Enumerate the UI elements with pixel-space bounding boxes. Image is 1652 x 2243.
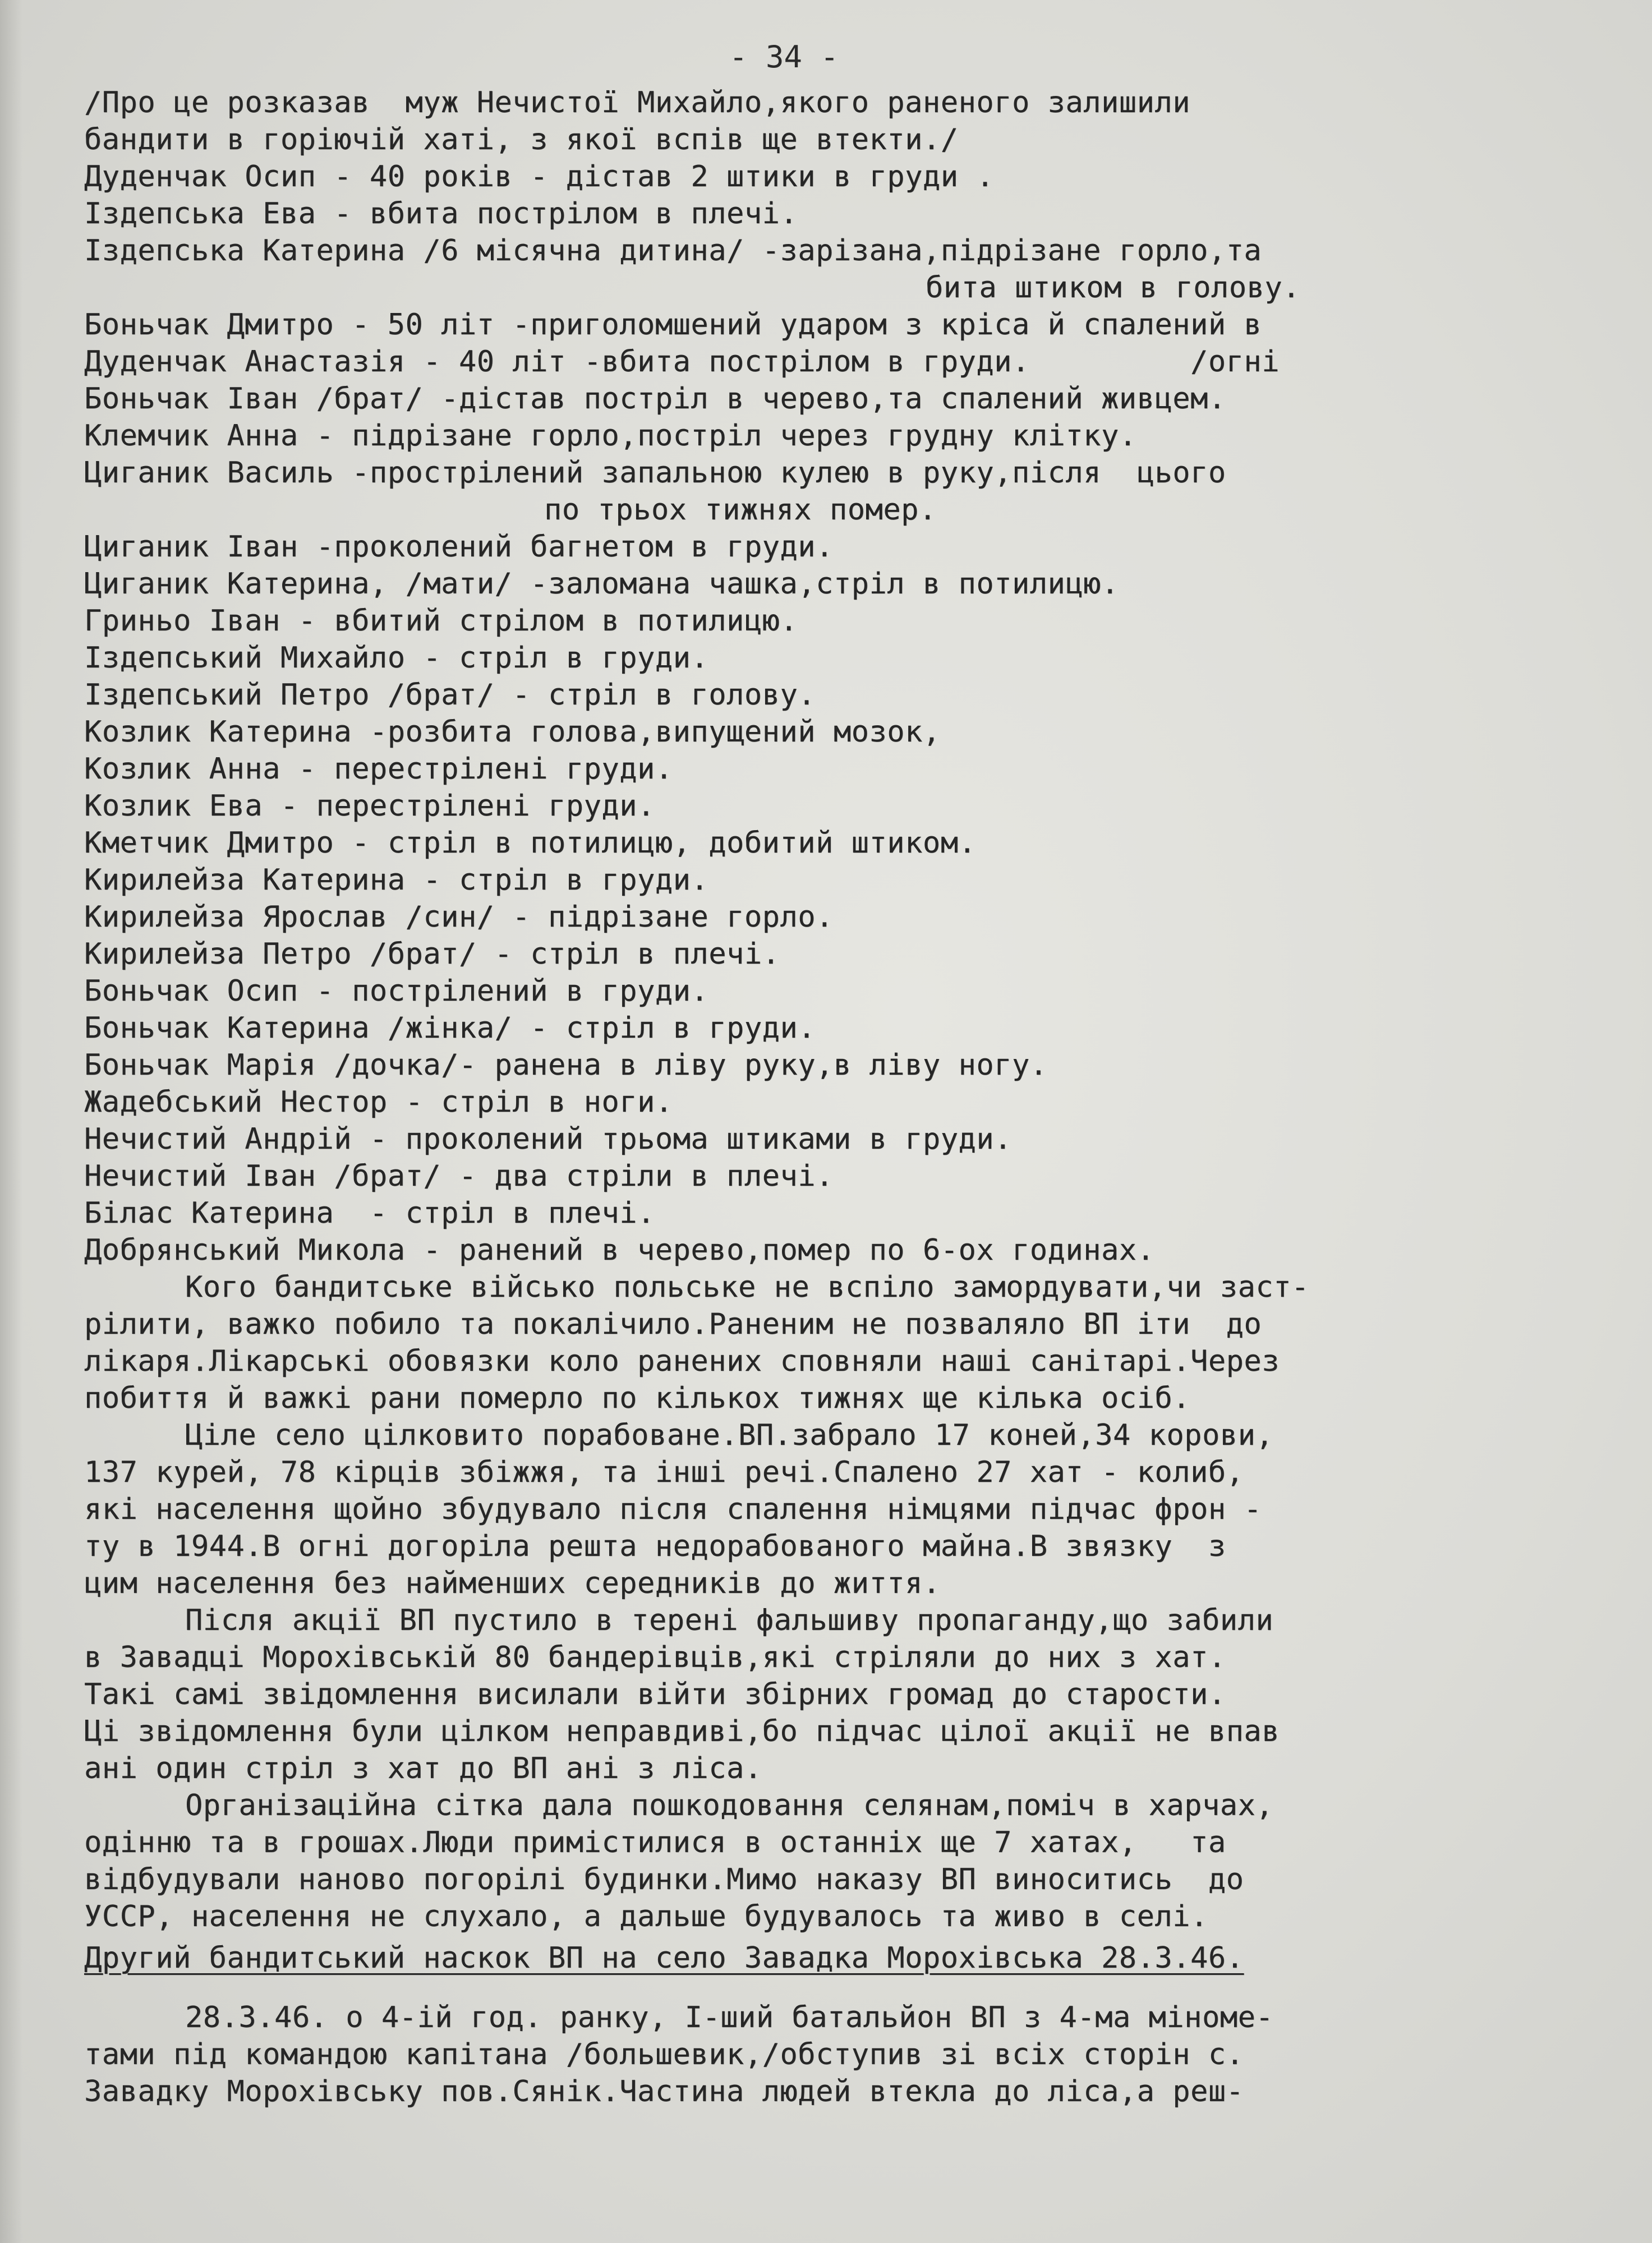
text-line: які населення щойно збудувало після спалення німцями підчас фрон - bbox=[84, 1493, 1262, 1526]
text-line: Іздепська Катерина /6 місячна дитина/ -зарізана,підрізане горло,та bbox=[84, 234, 1262, 268]
text-line: Жадебський Нестор - стріл в ноги. bbox=[84, 1085, 673, 1119]
text-line: Боньчак Марія /дочка/- ранена в ліву руку,в ліву ногу. bbox=[84, 1048, 1048, 1082]
text-line: Такі самі звідомлення висилали війти збірних громад до старости. bbox=[84, 1678, 1226, 1711]
text-line: Нечистий Іван /брат/ - два стріли в плечі. bbox=[84, 1159, 834, 1193]
text-line: лікаря.Лікарські обовязки коло ранених сповняли наші санітарі.Через bbox=[84, 1344, 1280, 1378]
text-line: Гриньо Іван - вбитий стрілом в потилицю. bbox=[84, 604, 798, 638]
page-number: - 34 - bbox=[729, 39, 839, 75]
text-line: в Завадці Морохівській 80 бандерівців,які стріляли до них з хат. bbox=[84, 1641, 1226, 1674]
text-line: Іздепська Ева - вбита пострілом в плечі. bbox=[84, 197, 798, 231]
text-line: Іздепський Петро /брат/ - стріл в голову. bbox=[84, 678, 816, 712]
text-line: бандити в горіючій хаті, з якої вспів ще втекти./ bbox=[84, 123, 959, 156]
text-line: ту в 1944.В огні догоріла решта недорабованого майна.В звязку з bbox=[84, 1530, 1226, 1563]
text-line: Боньчак Катерина /жінка/ - стріл в груди. bbox=[84, 1011, 816, 1045]
text-line: Козлик Анна - перестрілені груди. bbox=[84, 752, 673, 786]
text-line: Кирилейза Катерина - стріл в груди. bbox=[84, 863, 709, 897]
text-line: Кирилейза Ярослав /син/ - підрізане горло. bbox=[84, 900, 834, 934]
text-line: Дуденчак Анастазія - 40 літ -вбита пострілом в груди. /огні bbox=[84, 345, 1280, 379]
text-line: Боньчак Іван /брат/ -дістав постріл в черево,та спалений живцем. bbox=[84, 382, 1226, 416]
text-line: по трьох тижнях помер. bbox=[544, 493, 937, 527]
typewritten-text-body bbox=[84, 84, 1599, 2110]
text-line: побиття й важкі рани померло по кількох тижнях ще кілька осіб. bbox=[84, 1381, 1191, 1415]
text-line: цим населення без найменших середників до життя. bbox=[84, 1567, 941, 1600]
text-line: Кметчик Дмитро - стріл в потилицю, добитий штиком. bbox=[84, 826, 977, 860]
text-line: Циганик Іван -проколений багнетом в груди. bbox=[84, 530, 834, 564]
text-line: /Про це розказав муж Нечистої Михайло,якого раненого залишили bbox=[84, 86, 1191, 119]
text-line: Козлик Ева - перестрілені груди. bbox=[84, 789, 655, 823]
text-line: Організаційна сітка дала пошкодовання селянам,поміч в харчах, bbox=[185, 1789, 1274, 1822]
text-line: Нечистий Андрій - проколений трьома штиками в груди. bbox=[84, 1122, 1012, 1156]
text-line: одінню та в грошах.Люди примістилися в останніх ще 7 хатах, та bbox=[84, 1826, 1226, 1859]
text-line: Після акції ВП пустило в терені фальшиву пропаганду,що забили bbox=[185, 1604, 1274, 1637]
text-line: ані один стріл з хат до ВП ані з ліса. bbox=[84, 1752, 762, 1785]
text-line: УССР, населення не слухало, а дальше будувалось та живо в селі. bbox=[84, 1900, 1208, 1933]
text-line: Козлик Катерина -розбита голова,випущений мозок, bbox=[84, 715, 941, 749]
text-line: Боньчак Дмитро - 50 літ -приголомшений ударом з кріса й спалений в bbox=[84, 308, 1262, 342]
section-heading: Другий бандитський наскок ВП на село Завадка Морохівська 28.3.46. bbox=[84, 1941, 1244, 1975]
text-line: Боньчак Осип - пострілений в груди. bbox=[84, 974, 709, 1008]
text-line: Білас Катерина - стріл в плечі. bbox=[84, 1196, 655, 1230]
text-line: 137 курей, 78 кірців збіжжя, та інші речі.Спалено 27 хат - колиб, bbox=[84, 1456, 1244, 1489]
text-line: 28.3.46. о 4-ій год. ранку, І-ший батальйон ВП з 4-ма міноме- bbox=[185, 2001, 1274, 2034]
text-line: Дуденчак Осип - 40 років - дістав 2 штики в груди . bbox=[84, 160, 995, 194]
text-line: Завадку Морохівську пов.Сянік.Частина людей втекла до ліса,а реш- bbox=[84, 2075, 1244, 2108]
text-line: Кого бандитське військо польське не вспіло замордувати,чи заст- bbox=[185, 1270, 1309, 1304]
text-line: Ціле село цілковито порабоване.ВП.забрало 17 коней,34 корови, bbox=[185, 1418, 1274, 1452]
text-line: Іздепський Михайло - стріл в груди. bbox=[84, 641, 709, 675]
text-line: рілити, важко побило та покалічило.Раненим не позваляло ВП іти до bbox=[84, 1307, 1262, 1341]
text-line: Кирилейза Петро /брат/ - стріл в плечі. bbox=[84, 937, 780, 971]
text-line: бита штиком в голову. bbox=[926, 271, 1300, 305]
text-line: тами під командою капітана /большевик,/обступив зі всіх сторін с. bbox=[84, 2038, 1244, 2071]
scan-edge-shadow bbox=[0, 0, 22, 2243]
text-line: Циганик Василь -прострілений запальною кулею в руку,після цього bbox=[84, 456, 1226, 490]
text-line: відбудували наново погорілі будинки.Мимо наказу ВП виноситись до bbox=[84, 1863, 1244, 1896]
text-line: Ці звідомлення були цілком неправдиві,бо підчас цілої акції не впав bbox=[84, 1715, 1280, 1748]
text-line: Клемчик Анна - підрізане горло,постріл через грудну клітку. bbox=[84, 419, 1137, 453]
text-line: Циганик Катерина, /мати/ -заломана чашка,стріл в потилицю. bbox=[84, 567, 1119, 601]
text-line: Добрянський Микола - ранений в черево,помер по 6-ох годинах. bbox=[84, 1233, 1155, 1267]
